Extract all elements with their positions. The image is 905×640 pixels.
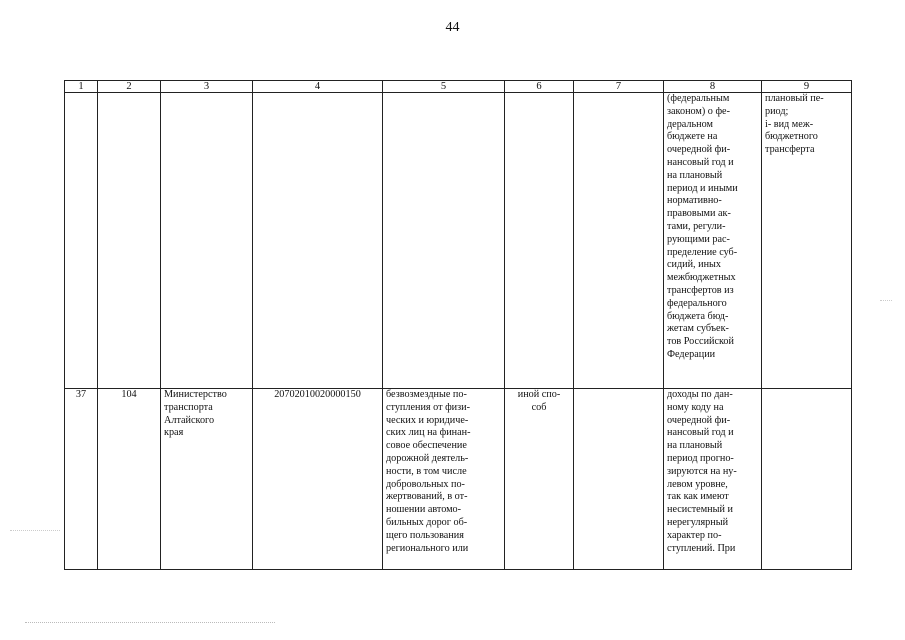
row2-cell-9 [762,389,852,570]
row1-cell-7 [574,93,664,389]
row1-cell-1 [65,93,98,389]
header-cell-9: 9 [762,81,852,93]
row2-cell-2: 104 [98,389,161,570]
row1-cell-9: плановый пе- риод; i- вид меж- бюджетного трансферта [762,93,852,389]
row2-cell-3: Министерство транспорта Алтайского края [161,389,253,570]
header-cell-2: 2 [98,81,161,93]
header-cell-7: 7 [574,81,664,93]
header-cell-5: 5 [383,81,505,93]
row2-cell-8: доходы по дан- ному коду на очередной фи- нансовый год и на плановый период прогно- зируются на ну- левом уровне, так как имеют несистемный и нерегулярный характер по- ступлений. При [664,389,762,570]
row2-cell-6: иной спо- соб [505,389,574,570]
table-row [65,389,852,570]
data-table [64,80,852,570]
header-cell-8: 8 [664,81,762,93]
header-cell-3: 3 [161,81,253,93]
row1-cell-3 [161,93,253,389]
row2-cell-4: 20702010020000150 [253,389,383,570]
row1-cell-4 [253,93,383,389]
row2-cell-7 [574,389,664,570]
header-cell-1: 1 [65,81,98,93]
table-row [65,93,852,389]
row1-cell-8: (федеральным законом) о фе- деральном бюджете на очередной фи- нансовый год и на плановый период и иными нормативно- правовыми ак- тами, регули- рующими рас- пределение суб- сидий, иных межбюджетных трансфертов из федерального бюджета бюд- жетам субъек- тов Российской Федерации [664,93,762,389]
header-row [65,81,852,93]
scan-artifact-dots [10,530,60,531]
scan-artifact-line [25,622,275,623]
header-cell-4: 4 [253,81,383,93]
scan-artifact-mark [880,300,892,301]
row1-cell-6 [505,93,574,389]
row1-cell-5 [383,93,505,389]
page-number: 44 [445,20,460,35]
row1-cell-2 [98,93,161,389]
row2-cell-5: безвозмездные по- ступления от физи- ческих и юридиче- ских лиц на финан- совое обеспечение дорожной деятель- ности, в том числе добровольных по- жертвований, в от- ношении автомо- бильных дорог об- щего пользования регионального или [383,389,505,570]
header-cell-6: 6 [505,81,574,93]
row2-cell-1: 37 [65,389,98,570]
